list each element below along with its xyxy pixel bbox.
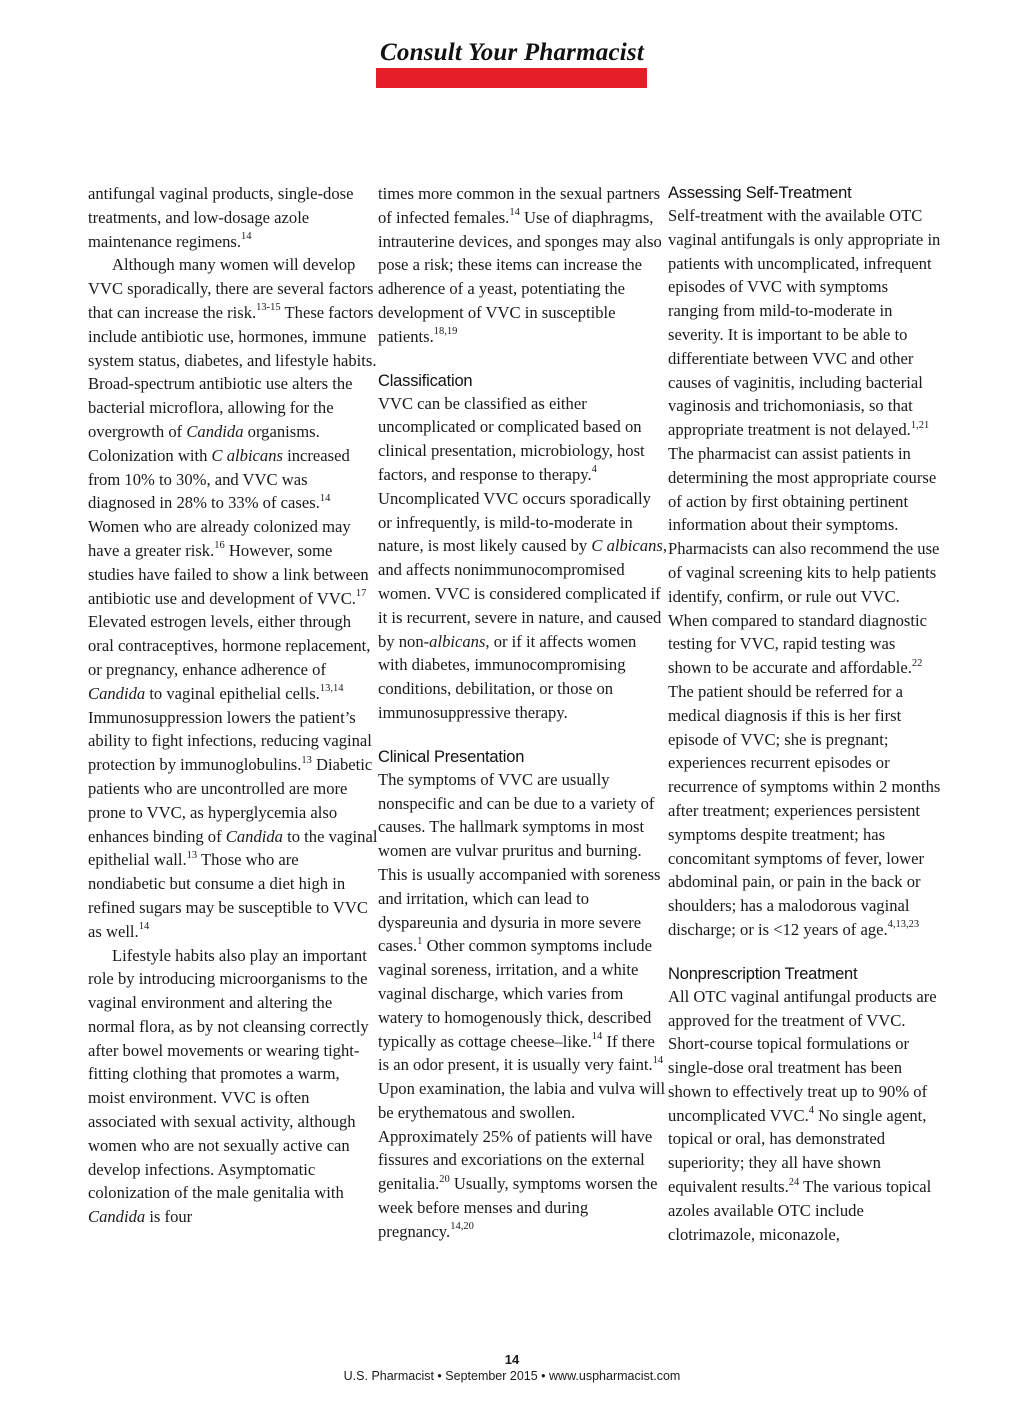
heading-nonprescription-treatment: Nonprescription Treatment [668, 964, 858, 983]
col2-paragraph-2: VVC can be classified as either uncomplicated or complicated based on clinical presentation, microbiology, host factors, and response to therapy.$^4$ Uncomplicated VVC occurs sporadically or infrequently, is mild-to-moderate in nature, is most likely caused by C albicans, and affects nonimmunocompromised women. VVC is considered complicated if it is recurrent, severe in nature, and caused by non-albicans, or if it affects women with diabetes, immunocompromising conditions, debilitation, or those on immunosuppressive therapy. [378, 393, 667, 722]
column-1 [88, 182, 378, 1229]
heading-assessing-self-treatment: Assessing Self-Treatment [668, 184, 852, 202]
heading-classification: Classification [378, 371, 473, 390]
heading-clinical-presentation: Clinical Presentation [378, 747, 525, 766]
col2-paragraph-1: times more common in the sexual partners of infected females.$^{14}$ Use of diaphragms, intrauterine devices, and sponges may also pose a risk; these items can increase the adherence of a yeast, potentiating the development of VVC in susceptible patients.$^{18,19}$ [378, 184, 662, 346]
header-accent-bar [376, 68, 647, 88]
col3-paragraph-2: All OTC vaginal antifungal products are approved for the treatment of VVC. Short-course topical formulations or single-dose oral treatment has been shown to effectively treat up to 90% of uncomplicated VVC.$^4$ No single agent, topical or oral, has demonstrated superiority; they all have shown equivalent results.$^{24}$ The various topical azoles available OTC include clotrimazole, miconazole, [668, 986, 937, 1244]
col1-paragraph-1: antifungal vaginal products, single-dose treatments, and low-dosage azole maintenance regimens.$^{14}$ [88, 184, 354, 251]
page-header [0, 38, 1024, 68]
col1-paragraph-2: Although many women will develop VVC sporadically, there are several factors that can increase the risk.$^{13-15}$ These factors include antibiotic use, hormones, immune system status, diabetes, and lifestyle habits. Broad-spectrum antibiotic use alters the bacterial microflora, allowing for the overgrowth of Candida organisms. Colonization with C albicans increased from 10% to 30%, and VVC was diagnosed in 28% to 33% of cases.$^{14}$ Women who are already colonized may have a greater risk.$^{16}$ However, some studies have failed to show a link between antibiotic use and development of VVC.$^{17}$ Elevated estrogen levels, either through oral contraceptives, hormone replacement, or pregnancy, enhance adherence of Candida to vaginal epithelial cells.$^{13,14}$ Immunosuppression lowers the patient’s ability to fight infections, reducing vaginal protection by immunoglobulins.$^{13}$ Diabetic patients who are uncontrolled are more prone to VVC, as hyperglycemia also enhances binding of Candida to the vaginal epithelial wall.$^{13}$ Those who are nondiabetic but consume a diet high in refined sugars may be susceptible to VVC as well.$^{14}$ [88, 255, 378, 941]
col1-paragraph-3: Lifestyle habits also play an important role by introducing microorganisms to the vaginal environment and altering the normal flora, as by not cleansing correctly after bowel movements or wearing tight-fitting clothing that promotes a warm, moist environment. VVC is often associated with sexual activity, although women who are not sexually active can develop infections. Asymptomatic colonization of the male genitalia with Candida is four [88, 945, 369, 1227]
column-2 [378, 182, 668, 1244]
page-footer [0, 1352, 1024, 1384]
page-number: 14 [504, 1352, 520, 1367]
col2-paragraph-3: The symptoms of VVC are usually nonspecific and can be due to a variety of causes. The hallmark symptoms in most women are vulvar pruritus and burning. This is usually accompanied with soreness and irritation, which can lead to dyspareunia and dysuria in more severe cases.$^1$ Other common symptoms include vaginal soreness, irritation, and a white vaginal discharge, which varies from watery to homogenously thick, described typically as cottage cheese–like.$^{14}$ If there is an odor present, it is usually very faint.$^{14}$ Upon examination, the labia and vulva will be erythematous and swollen. Approximately 25% of patients will have fissures and excoriations on the external genitalia.$^{20}$ Usually, symptoms worsen the week before menses and during pregnancy.$^{14,20}$ [378, 769, 666, 1241]
column-3 [668, 182, 942, 1246]
footer-citation: U.S. Pharmacist • September 2015 • www.uspharmacist.com [343, 1369, 681, 1383]
col3-paragraph-1: Self-treatment with the available OTC vaginal antifungals is only appropriate in patients with uncomplicated, infrequent episodes of VVC with symptoms ranging from mild-to-moderate in severity. It is important to be able to differentiate between VVC and other causes of vaginitis, including bacterial vaginosis and trichomoniasis, so that appropriate treatment is not delayed.$^{1,21}$ The pharmacist can assist patients in determining the most appropriate course of action by first obtaining pertinent information about their symptoms. Pharmacists can also recommend the use of vaginal screening kits to help patients identify, confirm, or rule out VVC. When compared to standard diagnostic testing for VVC, rapid testing was shown to be accurate and affordable.$^{22}$ The patient should be referred for a medical diagnosis if this is her first episode of VVC; she is pregnant; experiences recurrent episodes or recurrence of symptoms within 2 months after treatment; experiences persistent symptoms despite treatment; has concomitant symptoms of fever, lower abdominal pain, or pain in the back or shoulders; has a malodorous vaginal discharge; or is <12 years of age.$^{4,13,23}$ [668, 206, 941, 939]
header-title: Consult Your Pharmacist [380, 39, 644, 66]
